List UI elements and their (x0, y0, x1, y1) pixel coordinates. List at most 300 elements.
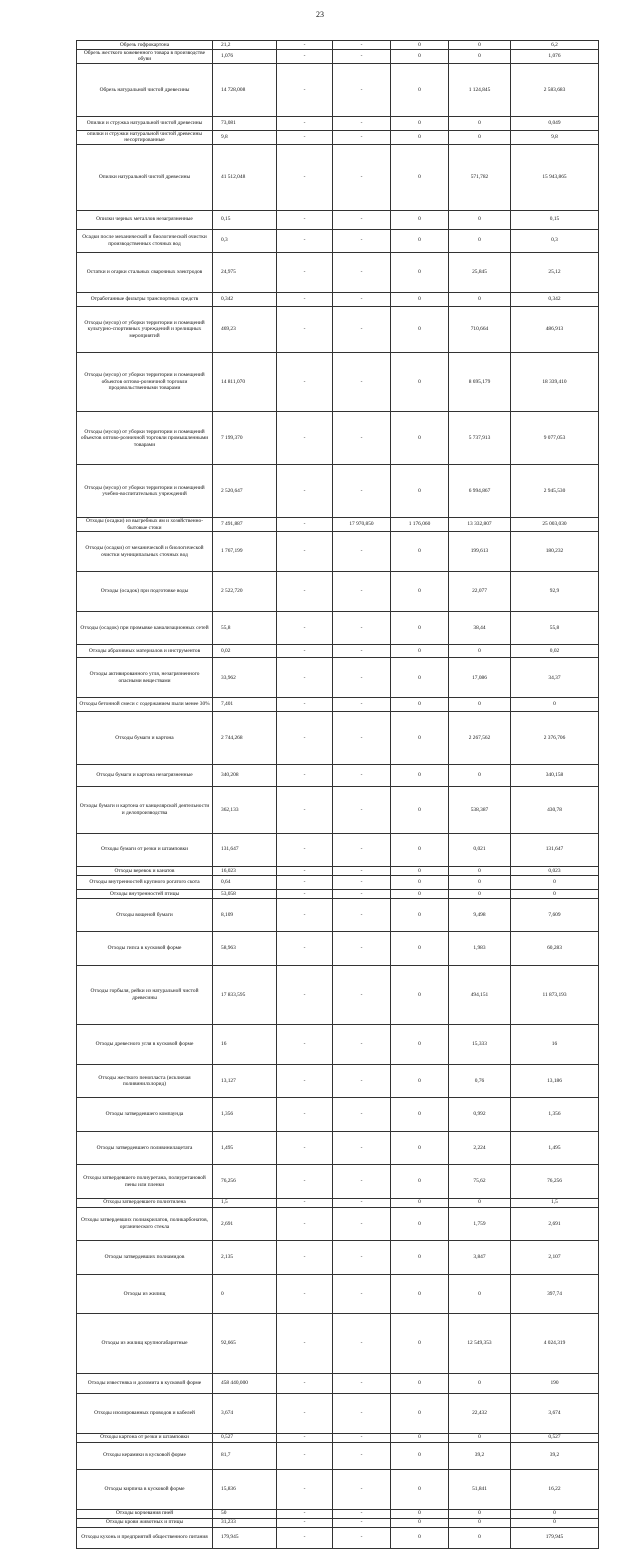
table-row (77, 1241, 599, 1274)
value-cell: 1,495 (213, 1131, 277, 1164)
value-cell: 0 (391, 1433, 449, 1442)
value-cell: - (333, 611, 391, 644)
value-cell: 73,081 (213, 116, 277, 130)
value-cell: 0 (391, 1165, 449, 1198)
waste-name-cell: Отходы (мусор) от уборки территории и помещений учебно-воспитательных учреждений (77, 465, 213, 518)
value-cell: 0 (449, 1274, 511, 1314)
value-cell: 0 (449, 698, 511, 712)
value-cell: - (333, 833, 391, 866)
value-cell: - (277, 965, 333, 1024)
value-cell: 0 (391, 1025, 449, 1065)
waste-name-cell: Отходы из жилищ крупногабаритные (77, 1314, 213, 1373)
value-cell: 0 (391, 412, 449, 465)
value-cell: 0 (391, 572, 449, 612)
value-cell: - (333, 889, 391, 898)
table-row (77, 144, 599, 210)
value-cell: 8 695,179 (449, 352, 511, 411)
value-cell: - (333, 1241, 391, 1274)
value-cell: - (333, 252, 391, 292)
value-cell: 0 (449, 130, 511, 144)
table-row (77, 1442, 599, 1469)
value-cell: - (277, 611, 333, 644)
value-cell: 25,845 (449, 252, 511, 292)
value-cell: 15,836 (213, 1469, 277, 1509)
table-row (77, 1098, 599, 1131)
value-cell: 9,8 (511, 130, 599, 144)
value-cell: 0 (449, 1433, 511, 1442)
value-cell: 41 512,048 (213, 144, 277, 210)
value-cell: 0 (449, 292, 511, 306)
value-cell: - (277, 712, 333, 765)
value-cell: 16 (511, 1025, 599, 1065)
value-cell: 0 (391, 1469, 449, 1509)
value-cell: 17,086 (449, 658, 511, 698)
value-cell: 0 (391, 63, 449, 116)
value-cell: 2 376,706 (511, 712, 599, 765)
value-cell: - (277, 787, 333, 833)
value-cell: - (277, 41, 333, 50)
value-cell: 0 (391, 1518, 449, 1527)
value-cell: - (333, 898, 391, 931)
value-cell: - (333, 465, 391, 518)
waste-name-cell: Остатки и огарки стальных сварочных электродов (77, 252, 213, 292)
table-row (77, 41, 599, 50)
table-row (77, 465, 599, 518)
waste-name-cell: Отходы затвердевшего полиуретана, полиуретановой пены или пленки (77, 1165, 213, 1198)
value-cell: 16 (213, 1025, 277, 1065)
value-cell: 340,158 (511, 765, 599, 787)
value-cell: 24,975 (213, 252, 277, 292)
value-cell: - (333, 875, 391, 889)
waste-name-cell: Опилки черных металлов незагрязненные (77, 210, 213, 229)
table-row (77, 1373, 599, 1393)
value-cell: 0 (391, 41, 449, 50)
value-cell: 33,962 (213, 658, 277, 698)
value-cell: - (333, 1433, 391, 1442)
value-cell: 2 945,530 (511, 465, 599, 518)
value-cell: 1,5 (511, 1198, 599, 1207)
value-cell: - (333, 1207, 391, 1240)
value-cell: 0 (391, 210, 449, 229)
value-cell: 0 (391, 1442, 449, 1469)
value-cell: 0 (391, 875, 449, 889)
value-cell: 0 (391, 130, 449, 144)
value-cell: 25 003,030 (511, 518, 599, 532)
table-row (77, 352, 599, 411)
value-cell: - (333, 645, 391, 658)
waste-name-cell: Отходы внутренностей птицы (77, 889, 213, 898)
value-cell: 0,023 (511, 866, 599, 875)
value-cell: 0 (391, 252, 449, 292)
value-cell: 13,127 (213, 1065, 277, 1098)
table-row (77, 306, 599, 352)
value-cell: 0 (449, 765, 511, 787)
value-cell: - (333, 210, 391, 229)
value-cell: 0,76 (449, 1065, 511, 1098)
table-row (77, 1165, 599, 1198)
waste-name-cell: Отходы абразивных материалов и инструментов (77, 645, 213, 658)
value-cell: 131,647 (213, 833, 277, 866)
waste-name-cell: Осадки после механической и биологической очистки производственных сточных вод (77, 229, 213, 252)
value-cell: - (277, 866, 333, 875)
value-cell: 0 (449, 1518, 511, 1527)
value-cell: 55,8 (511, 611, 599, 644)
table-row (77, 765, 599, 787)
value-cell: 0 (391, 1198, 449, 1207)
value-cell: - (277, 210, 333, 229)
value-cell: 2,135 (213, 1241, 277, 1274)
value-cell: 1,356 (213, 1098, 277, 1131)
value-cell: - (277, 130, 333, 144)
table-row (77, 1518, 599, 1527)
value-cell: 2 744,268 (213, 712, 277, 765)
value-cell: 3,847 (449, 1241, 511, 1274)
value-cell: 6 994,867 (449, 465, 511, 518)
value-cell: 7,401 (213, 698, 277, 712)
value-cell: 0 (449, 1198, 511, 1207)
value-cell: 710,664 (449, 306, 511, 352)
value-cell: - (277, 229, 333, 252)
waste-name-cell: Отходы вощеной бумаги (77, 898, 213, 931)
value-cell: 4 024,319 (511, 1314, 599, 1373)
value-cell: 0,3 (213, 229, 277, 252)
value-cell: 0 (391, 698, 449, 712)
value-cell: - (333, 41, 391, 50)
value-cell: - (333, 1527, 391, 1548)
value-cell: 0,021 (449, 833, 511, 866)
value-cell: 0 (213, 1274, 277, 1314)
table-row (77, 965, 599, 1024)
table-row (77, 611, 599, 644)
value-cell: 9 077,053 (511, 412, 599, 465)
value-cell: 0 (391, 1098, 449, 1131)
value-cell: - (333, 306, 391, 352)
value-cell: 2 522,720 (213, 572, 277, 612)
value-cell: 0,15 (213, 210, 277, 229)
waste-name-cell: Отходы (мусор) от уборки территории и помещений объектов оптово-розничной торговли промышленными товарами (77, 412, 213, 465)
waste-name-cell: Отходы картона от резки и штамповки (77, 1433, 213, 1442)
value-cell: - (277, 572, 333, 612)
table-row (77, 1207, 599, 1240)
value-cell: - (333, 1393, 391, 1433)
value-cell: 1,759 (449, 1207, 511, 1240)
value-cell: 31,233 (213, 1518, 277, 1527)
value-cell: 6,2 (511, 41, 599, 50)
waste-name-cell: Отходы корчевания пней (77, 1509, 213, 1518)
table-row (77, 292, 599, 306)
value-cell: - (277, 1098, 333, 1131)
value-cell: - (277, 1509, 333, 1518)
table-row (77, 210, 599, 229)
table-row (77, 1065, 599, 1098)
value-cell: - (277, 1207, 333, 1240)
value-cell: - (277, 412, 333, 465)
value-cell: 8,109 (213, 898, 277, 931)
waste-name-cell: Отходы бумаги и картона (77, 712, 213, 765)
value-cell: 2 520,647 (213, 465, 277, 518)
value-cell: - (277, 1442, 333, 1469)
value-cell: 538,387 (449, 787, 511, 833)
value-cell: 55,8 (213, 611, 277, 644)
waste-name-cell: Отходы (осадок) при подготовке воды (77, 572, 213, 612)
value-cell: 17 833,595 (213, 965, 277, 1024)
value-cell: 34,37 (511, 658, 599, 698)
value-cell: - (333, 698, 391, 712)
value-cell: - (333, 144, 391, 210)
value-cell: - (333, 50, 391, 64)
value-cell: 50 (213, 1509, 277, 1518)
value-cell: 21,2 (213, 41, 277, 50)
value-cell: 0 (449, 229, 511, 252)
value-cell: 0 (391, 965, 449, 1024)
value-cell: - (333, 765, 391, 787)
value-cell: 58,963 (213, 932, 277, 965)
value-cell: 0 (391, 1131, 449, 1164)
value-cell: 1,356 (511, 1098, 599, 1131)
waste-name-cell: Отходы (осадок) при промывке канализационных сетей (77, 611, 213, 644)
value-cell: 76,256 (511, 1165, 599, 1198)
value-cell: 0 (391, 116, 449, 130)
value-cell: 131,647 (511, 833, 599, 866)
value-cell: - (277, 765, 333, 787)
waste-name-cell: Отходы керамики в кусковой форме (77, 1442, 213, 1469)
value-cell: - (277, 1527, 333, 1548)
table-row (77, 833, 599, 866)
value-cell: 13,186 (511, 1065, 599, 1098)
value-cell: - (333, 712, 391, 765)
value-cell: 0 (511, 1518, 599, 1527)
value-cell: - (333, 572, 391, 612)
value-cell: 1 767,199 (213, 532, 277, 572)
value-cell: 0 (449, 875, 511, 889)
value-cell: 60,283 (511, 932, 599, 965)
value-cell: 7 199,370 (213, 412, 277, 465)
value-cell: - (333, 932, 391, 965)
value-cell: 0 (449, 210, 511, 229)
table-row (77, 1509, 599, 1518)
value-cell: 14 728,008 (213, 63, 277, 116)
value-cell: 199,613 (449, 532, 511, 572)
value-cell: - (277, 252, 333, 292)
table-row (77, 229, 599, 252)
waste-name-cell: Отходы бумаги и картона незагрязненные (77, 765, 213, 787)
value-cell: 25,12 (511, 252, 599, 292)
waste-name-cell: Отходы бумаги от резки и штамповки (77, 833, 213, 866)
value-cell: 1,5 (213, 1198, 277, 1207)
waste-name-cell: Отходы затвердевшего компаунда (77, 1098, 213, 1131)
value-cell: 0 (391, 532, 449, 572)
table-row (77, 1314, 599, 1373)
value-cell: 1,495 (511, 1131, 599, 1164)
value-cell: 1,076 (511, 50, 599, 64)
waste-name-cell: Отходы горбыля, рейки из натуральной чистой древесины (77, 965, 213, 1024)
value-cell: 0,992 (449, 1098, 511, 1131)
value-cell: - (333, 1314, 391, 1373)
value-cell: 190 (511, 1373, 599, 1393)
value-cell: 0,02 (213, 645, 277, 658)
value-cell: - (277, 465, 333, 518)
value-cell: 0 (391, 144, 449, 210)
table-row (77, 532, 599, 572)
value-cell: - (333, 229, 391, 252)
value-cell: 12 549,353 (449, 1314, 511, 1373)
value-cell: 0 (391, 787, 449, 833)
value-cell: 38,44 (449, 611, 511, 644)
value-cell: - (277, 1131, 333, 1164)
value-cell: - (333, 1442, 391, 1469)
waste-name-cell: Отходы бумаги и картона от канцелярской деятельности и делопроизводства (77, 787, 213, 833)
value-cell: 0 (391, 712, 449, 765)
value-cell: 7,609 (511, 898, 599, 931)
table-row (77, 412, 599, 465)
waste-name-cell: Отработанные фильтры транспортных средств (77, 292, 213, 306)
waste-table (76, 40, 599, 1549)
waste-name-cell: Отходы затвердевших полиамидов (77, 1241, 213, 1274)
value-cell: 0,049 (511, 116, 599, 130)
value-cell: 14 811,070 (213, 352, 277, 411)
value-cell: 0 (391, 1314, 449, 1373)
value-cell: - (277, 698, 333, 712)
value-cell: 0 (391, 50, 449, 64)
value-cell: 571,782 (449, 144, 511, 210)
value-cell: 0 (391, 1393, 449, 1433)
value-cell: 0 (391, 1065, 449, 1098)
waste-name-cell: Отходы кухонь и предприятий общественного питания (77, 1527, 213, 1548)
waste-name-cell: Опилки натуральной чистой древесины (77, 144, 213, 210)
value-cell: 2 583,683 (511, 63, 599, 116)
value-cell: - (333, 658, 391, 698)
value-cell: 0 (391, 1274, 449, 1314)
value-cell: 180,232 (511, 532, 599, 572)
waste-name-cell: Отходы изолированных проводов и кабелей (77, 1393, 213, 1433)
value-cell: - (333, 532, 391, 572)
value-cell: - (277, 50, 333, 64)
table-row (77, 1131, 599, 1164)
value-cell: 0,64 (213, 875, 277, 889)
waste-name-cell: опилки и стружки натуральной чистой древесины несортированные (77, 130, 213, 144)
value-cell: 92,665 (213, 1314, 277, 1373)
table-row (77, 866, 599, 875)
waste-name-cell: Отходы древесного угля в кусковой форме (77, 1025, 213, 1065)
table-row (77, 698, 599, 712)
value-cell: 0 (391, 465, 449, 518)
value-cell: 0 (449, 1373, 511, 1393)
value-cell: - (277, 833, 333, 866)
value-cell: - (277, 898, 333, 931)
value-cell: 1,983 (449, 932, 511, 965)
value-cell: - (277, 1469, 333, 1509)
value-cell: 458 440,000 (213, 1373, 277, 1393)
value-cell: 0,342 (213, 292, 277, 306)
table-row (77, 898, 599, 931)
value-cell: - (277, 1165, 333, 1198)
value-cell: - (333, 1518, 391, 1527)
value-cell: 3,674 (511, 1393, 599, 1433)
value-cell: 18 339,410 (511, 352, 599, 411)
value-cell: - (277, 1025, 333, 1065)
value-cell: 0 (391, 1241, 449, 1274)
value-cell: 0 (391, 658, 449, 698)
value-cell: 53,058 (213, 889, 277, 898)
value-cell: - (333, 1165, 391, 1198)
value-cell: - (277, 1198, 333, 1207)
table-row (77, 712, 599, 765)
value-cell: 16,22 (511, 1469, 599, 1509)
value-cell: 0 (391, 866, 449, 875)
value-cell: 1 124,845 (449, 63, 511, 116)
waste-name-cell: Отходы затвердевших полиакрилатов, поликарбонатов, органического стекла (77, 1207, 213, 1240)
value-cell: - (277, 1518, 333, 1527)
value-cell: 0 (391, 1527, 449, 1548)
value-cell: 39,2 (449, 1442, 511, 1469)
table-row (77, 1198, 599, 1207)
table-row (77, 116, 599, 130)
value-cell: - (333, 1098, 391, 1131)
table-row (77, 645, 599, 658)
waste-name-cell: Обрезь натуральной чистой древесины (77, 63, 213, 116)
value-cell: 430,78 (511, 787, 599, 833)
value-cell: - (333, 1469, 391, 1509)
value-cell: - (333, 787, 391, 833)
value-cell: 7 491,887 (213, 518, 277, 532)
table-row (77, 932, 599, 965)
waste-name-cell: Отходы активированного угля, незагрязненного опасными веществами (77, 658, 213, 698)
table-row (77, 518, 599, 532)
value-cell: - (333, 130, 391, 144)
value-cell: 9,8 (213, 130, 277, 144)
value-cell: - (333, 1274, 391, 1314)
waste-name-cell: Отходы затвердевшего поливинилацетата (77, 1131, 213, 1164)
value-cell: 2,691 (213, 1207, 277, 1240)
value-cell: 0 (449, 866, 511, 875)
value-cell: - (277, 1433, 333, 1442)
value-cell: 486,913 (511, 306, 599, 352)
value-cell: 0 (391, 889, 449, 898)
value-cell: 15,333 (449, 1025, 511, 1065)
value-cell: - (277, 889, 333, 898)
value-cell: 0 (391, 645, 449, 658)
value-cell: - (277, 1274, 333, 1314)
value-cell: - (333, 1198, 391, 1207)
value-cell: 1 176,060 (391, 518, 449, 532)
value-cell: - (277, 518, 333, 532)
value-cell: 2 267,562 (449, 712, 511, 765)
value-cell: - (333, 352, 391, 411)
value-cell: 11 873,193 (511, 965, 599, 1024)
value-cell: 340,208 (213, 765, 277, 787)
value-cell: 0 (511, 1509, 599, 1518)
value-cell: - (277, 1393, 333, 1433)
value-cell: - (333, 1025, 391, 1065)
value-cell: 0,3 (511, 229, 599, 252)
value-cell: 397,74 (511, 1274, 599, 1314)
value-cell: - (277, 352, 333, 411)
value-cell: 469,23 (213, 306, 277, 352)
value-cell: - (333, 1373, 391, 1393)
value-cell: 0 (391, 1509, 449, 1518)
value-cell: 1,076 (213, 50, 277, 64)
value-cell: 0 (511, 889, 599, 898)
value-cell: 0 (391, 292, 449, 306)
value-cell: - (333, 292, 391, 306)
value-cell: 0 (391, 898, 449, 931)
value-cell: 22,432 (449, 1393, 511, 1433)
value-cell: 0,527 (213, 1433, 277, 1442)
waste-name-cell: Отходы из жилищ (77, 1274, 213, 1314)
value-cell: 179,945 (213, 1527, 277, 1548)
waste-name-cell: Отходы (осадки) от механической и биологической очистки муниципальных сточных вод (77, 532, 213, 572)
waste-name-cell: Отходы (мусор) от уборки территории и помещений объектов оптово-розничной торговли продовольственными товарами (77, 352, 213, 411)
